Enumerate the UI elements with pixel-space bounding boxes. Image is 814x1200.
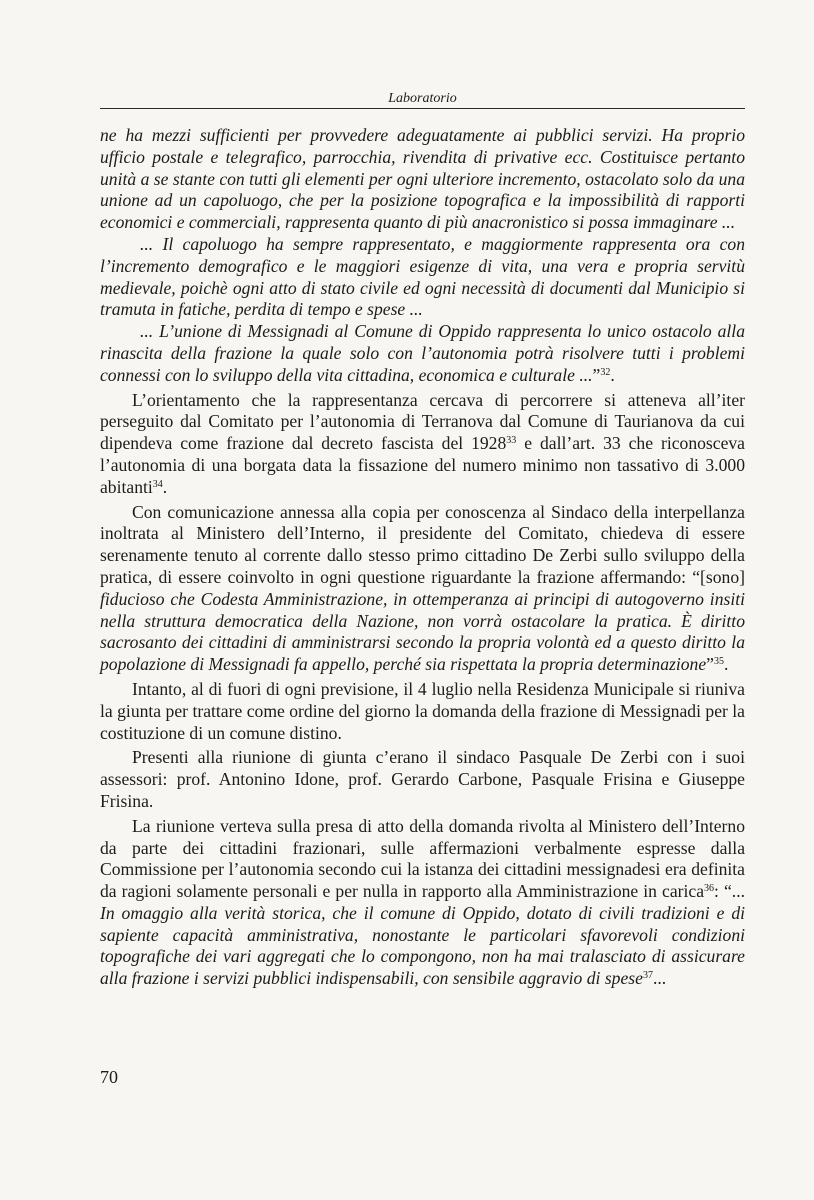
punctuation: .: [723, 654, 729, 675]
paragraph-text: L’orientamento che la rappresentanza cercava di percorrere si atteneva all’iter perseguito dal Comitato per l’autonomia di Terranova dal Comune di Taurianova da cui dipendeva come frazione dal decreto fascista del 1928: [100, 389, 745, 454]
footnote-ref: 36: [704, 883, 715, 895]
punctuation: .: [162, 476, 168, 497]
page-number: 70: [100, 1067, 118, 1087]
quote-paragraph: [100, 321, 745, 386]
footnote-ref: 32: [600, 366, 611, 378]
paragraph: Presenti alla riunione di giunta c’erano il sindaco Pasquale De Zerbi con i suoi assessori: prof. Antonino Idone, prof. Gerardo Carbone, Pasquale Frisina e Giuseppe Frisina.: [100, 747, 745, 811]
quote-text: ... L’unione di Messignadi al Comune di Oppido rappresenta lo unico ostacolo alla rinascita della frazione la quale solo con l’autonomia potrà risolvere tutti i problemi connessi con lo sviluppo della vita cittadina, economica e culturale ...: [100, 321, 745, 385]
quote-text: ne ha mezzi sufficienti per provvedere adeguatamente ai pubblici servizi. Ha proprio ufficio postale e telegrafico, parrocchia, rivendita di privative ecc. Costituisce pertanto unità a se stante con tutti gli elementi per ogni ulteriore incremento, ostacolato solo da una unione ad un capoluogo, che per la posizione topografica e la impossibilità di rapporti economici e commerciali, rappresenta quanto di più anacronistico si possa immaginare ...: [100, 125, 745, 233]
paragraph-text: : “...: [714, 881, 745, 902]
paragraph: [100, 502, 745, 676]
paragraph: [100, 390, 745, 499]
paragraph-text: e dall’art. 33 che riconosceva l’autonomia di una borgata data la fissazione del numero minimo non tassativo di 3.000 abitanti: [100, 433, 745, 497]
footnote-ref: 37: [642, 970, 653, 982]
quote-paragraph: [100, 125, 745, 234]
paragraph: [100, 816, 745, 990]
quote-text: In omaggio alla verità storica, che il comune di Oppido, dotato di civili tradizioni e di sapiente capacità amministrativa, nonostante le particolari sfavorevoli condizioni topografiche dei vari aggregati che lo compongono, non ha mai tralasciato di assicurare alla frazione i servizi pubblici indispensabili, con sensibile aggravio di spese: [100, 902, 745, 989]
running-head: Laboratorio: [388, 91, 457, 106]
footnote-ref: 34: [152, 478, 163, 490]
paragraph-text: Con comunicazione annessa alla copia per conoscenza al Sindaco della interpellanza inoltrata al Ministero dell’Interno, il presidente del Comitato, chiedeva di essere serenamente tenuto al corrente dallo stesso primo cittadino De Zerbi sullo sviluppo della pratica, di essere coinvolto in ogni questione riguardante la frazione affermando: “[sono]: [100, 501, 745, 587]
footnote-ref: 35: [713, 656, 724, 668]
punctuation: ...: [652, 968, 667, 989]
quote-text: fiducioso che Codesta Amministrazione, in ottemperanza ai principi di autogoverno insiti nella struttura democratica della Nazione, non vorrà ostacolare la pratica. È diritto sacrosanto dei cittadini di amministrarsi secondo la propria volontà ed a questo diritto la popolazione di Messignadi fa appello, perché sia rispettata la propria determinazione: [100, 588, 745, 675]
footnote-ref: 33: [506, 435, 517, 447]
punctuation: .: [610, 364, 615, 385]
quote-paragraph: [100, 234, 745, 321]
closing-quote-mark: ”: [706, 654, 714, 675]
closing-quote-mark: ”: [592, 364, 601, 385]
paragraph-text: La riunione verteva sulla presa di atto della domanda rivolta al Ministero dell’Interno da parte dei cittadini frazionari, sulle affermazioni verbalmente espresse dalla Commissione per l’autonomia secondo cui la istanza dei cittadini messignadesi era definita da ragioni solamente personali e per nulla in rapporto alla Amministrazione in carica: [100, 815, 745, 902]
body-text: [100, 125, 745, 990]
header-rule: [100, 108, 745, 109]
paragraph: Intanto, al di fuori di ogni previsione, il 4 luglio nella Residenza Municipale si riuniva la giunta per trattare come ordine del giorno la domanda della frazione di Messignadi per la costituzione di un comune distino.: [100, 678, 745, 743]
quote-text: ... Il capoluogo ha sempre rappresentato, e maggiormente rappresenta ora con l’incremento demografico e le maggiori esigenze di vita, una vera e propria servitù medievale, poichè ogni atto di stato civile ed ogni necessità di documenti dal Municipio si tramuta in fatiche, perdita di tempo e spese ...: [100, 233, 745, 320]
